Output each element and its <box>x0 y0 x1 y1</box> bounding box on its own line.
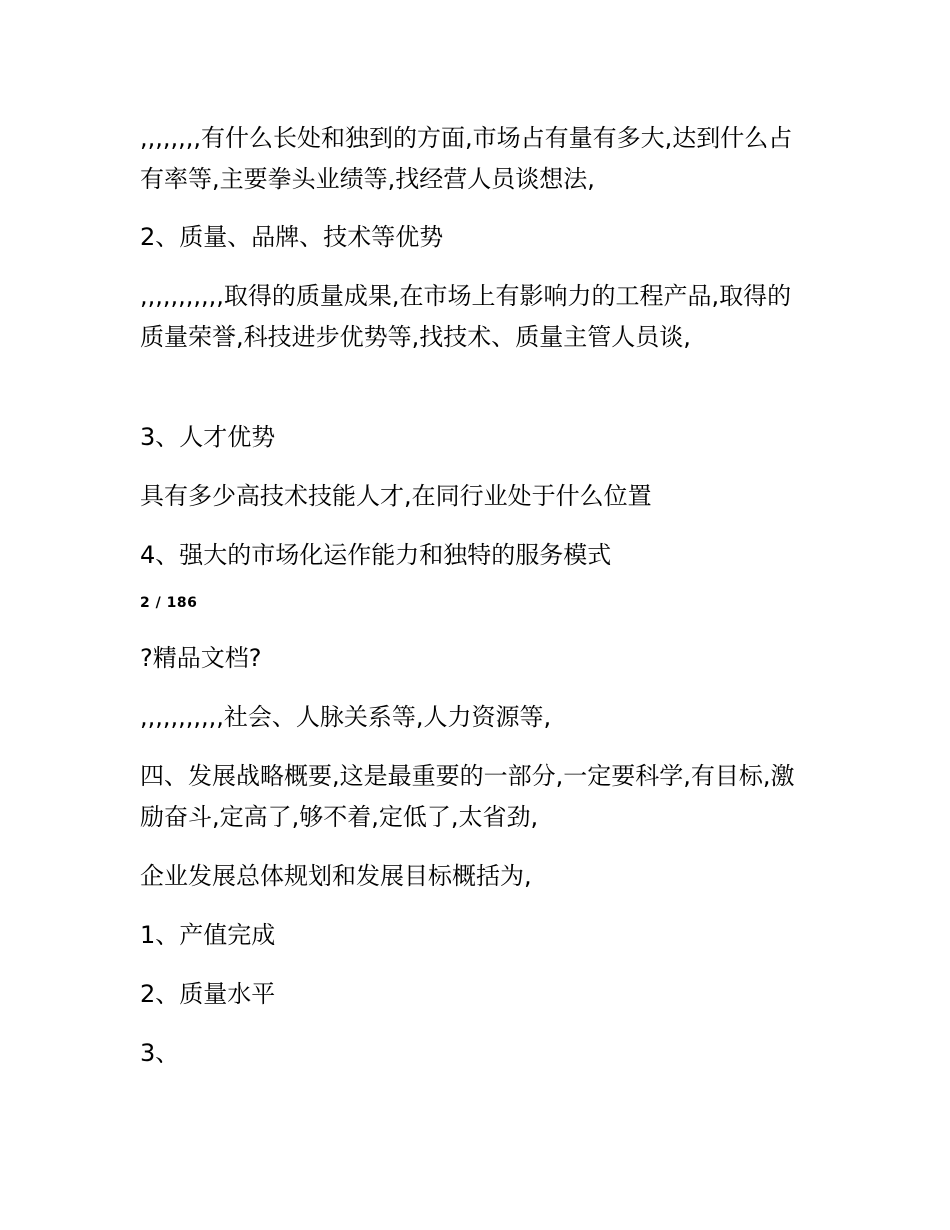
paragraph-overall-plan: 企业发展总体规划和发展目标概括为, <box>140 862 532 890</box>
list-item-third: 3、 <box>140 1039 180 1067</box>
paragraph-talent-description: 具有多少高技术技能人才,在同行业处于什么位置 <box>140 482 652 510</box>
heading-talent-advantage: 3、人才优势 <box>140 423 276 451</box>
paragraph-business-strengths: ,,,,,,,,有什么长处和独到的方面,市场占有量有多大,达到什么占有率等,主要拳头业绩等,找经营人员谈想法, <box>140 124 793 193</box>
page-number: 2 / 186 <box>140 595 198 611</box>
list-item-quality-level: 2、质量水平 <box>140 980 276 1008</box>
paragraph-social-resources: ,,,,,,,,,,,社会、人脉关系等,人力资源等, <box>140 703 552 731</box>
paragraph-strategy-overview: 四、发展战略概要,这是最重要的一部分,一定要科学,有目标,激励奋斗,定高了,够不着,定低了,太省劲, <box>140 762 795 831</box>
document-header-label: ?精品文档? <box>140 644 262 672</box>
list-item-output-value: 1、产值完成 <box>140 921 276 949</box>
heading-quality-brand-technology: 2、质量、品牌、技术等优势 <box>140 223 444 251</box>
paragraph-quality-achievements: ,,,,,,,,,,,取得的质量成果,在市场上有影响力的工程产品,取得的质量荣誉,科技进步优势等,找技术、质量主管人员谈, <box>140 282 792 351</box>
heading-market-operation: 4、强大的市场化运作能力和独特的服务模式 <box>140 541 612 569</box>
